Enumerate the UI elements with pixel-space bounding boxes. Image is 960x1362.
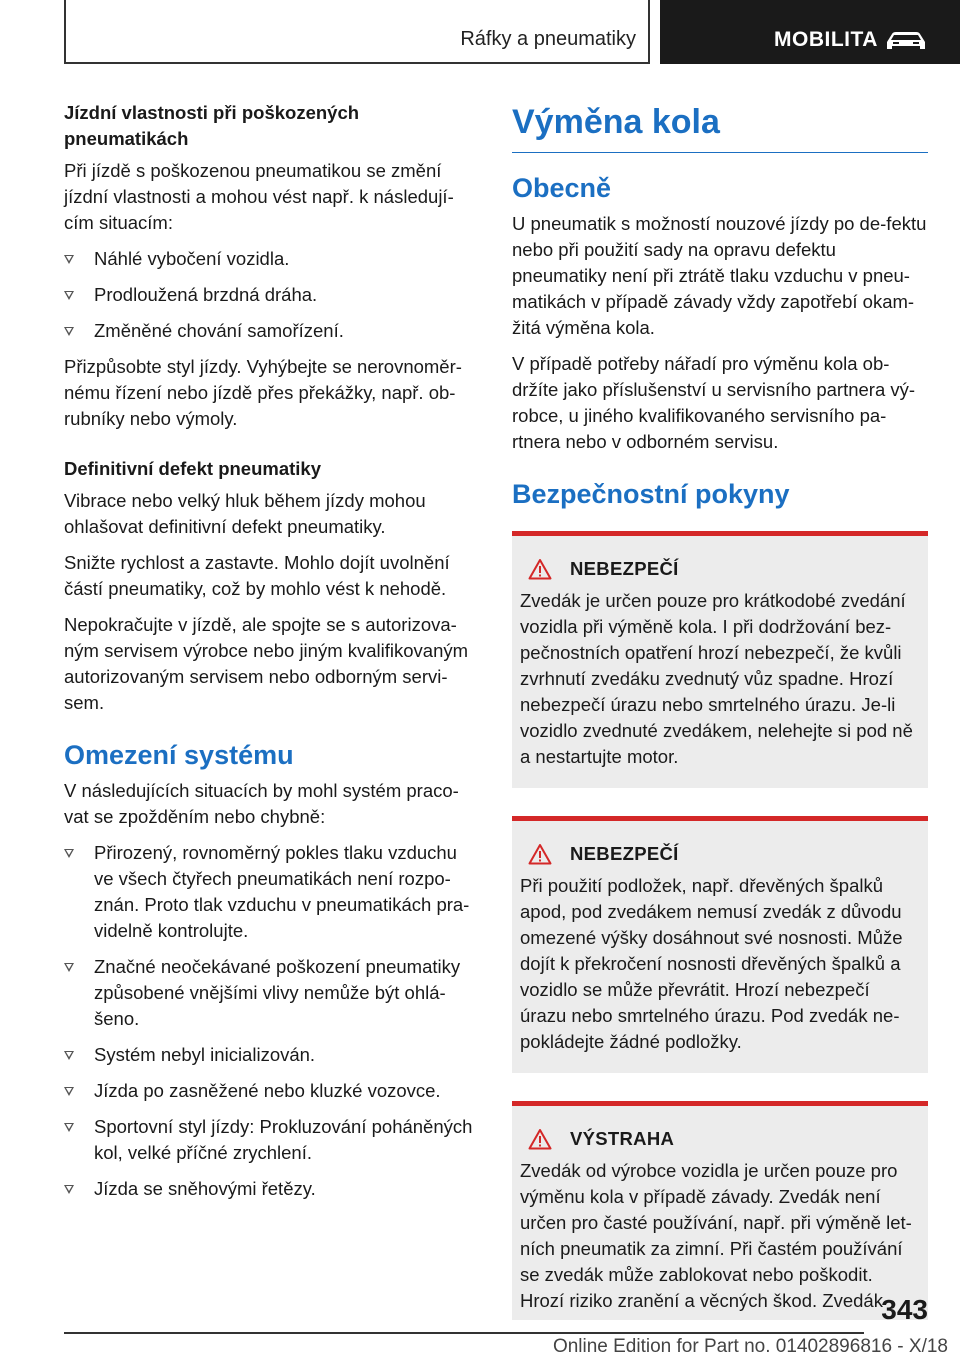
warning-box-danger-1 xyxy=(512,531,928,788)
paragraph-system: V následujících situacích by mohl systém praco-vat se zpožděním nebo chybně: xyxy=(64,780,459,827)
section-title: Ráfky a pneumatiky xyxy=(460,28,636,50)
list-item: Náhlé vybočení vozidla. xyxy=(64,246,480,272)
triangle-bullet-icon xyxy=(64,1051,74,1060)
warning-header xyxy=(520,558,920,580)
triangle-bullet-icon xyxy=(64,255,74,264)
triangle-bullet-icon xyxy=(64,1087,74,1096)
heading-damaged-tyres: Jízdní vlastnosti při poškozených pneumatikách xyxy=(64,102,360,149)
list-system-limits xyxy=(64,840,480,1202)
chapter-title: MOBILITA xyxy=(774,28,878,51)
footer-edition: Online Edition for Part no. 01402896816 - X/18 xyxy=(552,1336,948,1357)
chapter-tab xyxy=(660,0,960,64)
warning-title: NEBEZPEČÍ xyxy=(570,843,679,864)
list-damaged-effects xyxy=(64,246,480,344)
heading-safety: Bezpečnostní pokyny xyxy=(512,479,790,509)
paragraph-general-2: V případě potřeby nářadí pro výměnu kola ob-držíte jako příslušenství u servisního partnera vý-robce, u jiného kvalifikovaného servisního pa-rtnera nebo v odborném servisu. xyxy=(512,353,916,452)
header-section-frame xyxy=(64,0,650,64)
list-item: Jízda po zasněžené nebo kluzké vozovce. xyxy=(64,1078,480,1104)
list-item: Značné neočekávané poškození pneumatiky způsobené vnějšími vlivy nemůže být ohlá-šeno. xyxy=(64,954,480,1032)
triangle-bullet-icon xyxy=(64,963,74,972)
warning-box-danger-2 xyxy=(512,816,928,1073)
warning-triangle-icon xyxy=(528,1128,552,1150)
triangle-bullet-icon xyxy=(64,849,74,858)
heading-general: Obecně xyxy=(512,173,612,203)
list-item: Sportovní styl jízdy: Prokluzování poháněných kol, velké příčné zrychlení. xyxy=(64,1114,480,1166)
paragraph-defect-3: Nepokračujte v jízdě, ale spojte se s autorizova-ným servisem výrobce nebo jiným kvalifikovaným autorizovaným servisem nebo odborným servi-sem. xyxy=(64,614,469,713)
list-item: Přirozený, rovnoměrný pokles tlaku vzduchu ve všech čtyřech pneumatikách není rozpo-znán. Proto tlak vzduchu v pneumatikách pra-videlně kontrolujte. xyxy=(64,840,480,944)
warning-box-caution xyxy=(512,1101,928,1320)
paragraph-general-1: U pneumatik s možností nouzové jízdy po de-fektu nebo při použití sady na opravu defektu pneumatiky není při ztrátě tlaku vzduchu v pneu-matikách v případě závady vždy zapotřebí okam-žitá výměna kola. xyxy=(512,213,927,338)
page-title: Výměna kola xyxy=(512,100,928,153)
warning-title: NEBEZPEČÍ xyxy=(570,558,679,579)
right-column xyxy=(512,100,928,1334)
triangle-bullet-icon xyxy=(64,327,74,336)
heading-definitive-defect: Definitivní defekt pneumatiky xyxy=(64,458,321,479)
paragraph-damaged: Při jízdě s poškozenou pneumatikou se změní jízdní vlastnosti a mohou vést např. k následují-cím situacím: xyxy=(64,160,454,233)
page-header xyxy=(0,0,960,66)
list-item: Prodloužená brzdná dráha. xyxy=(64,282,480,308)
car-icon xyxy=(884,30,928,52)
warning-triangle-icon xyxy=(528,558,552,580)
warning-title: VÝSTRAHA xyxy=(570,1128,675,1149)
warning-text: Při použití podložek, např. dřevěných špalků apod, pod zvedákem nemusí zvedák z důvodu omezené výšky dosáhnout své nosnosti. Může dojít k překročení nosnosti dřevěných špalků a vozidlo se může převrátit. Hrozí nebezpečí úrazu nebo smrtelného úrazu. Pod zvedák ne-pokládejte žádné podložky. xyxy=(520,875,903,1052)
list-item: Systém nebyl inicializován. xyxy=(64,1042,480,1068)
left-column xyxy=(64,100,480,1212)
warning-header xyxy=(520,843,920,865)
triangle-bullet-icon xyxy=(64,1123,74,1132)
paragraph-adapt-driving: Přizpůsobte styl jízdy. Vyhýbejte se nerovnoměr-nému řízení nebo jízdě přes překážky, např. ob-rubníky nebo výmoly. xyxy=(64,356,462,429)
triangle-bullet-icon xyxy=(64,1185,74,1194)
list-item: Jízda se sněhovými řetězy. xyxy=(64,1176,480,1202)
warning-header xyxy=(520,1128,920,1150)
page-number: 343 xyxy=(881,1294,928,1325)
footer-divider xyxy=(64,1332,864,1334)
warning-text: Zvedák je určen pouze pro krátkodobé zvedání vozidla při výměně kola. I při dodržování bez-pečnostních opatření hrozí nebezpečí, že kvůli zvrhnutí zvedáku zvednutý vůz spadne. Hrozí nebezpečí úrazu nebo smrtelného úrazu. Je-li vozidlo zvednuté zvedákem, nelehejte si pod ně a nestartujte motor. xyxy=(520,590,913,767)
triangle-bullet-icon xyxy=(64,291,74,300)
paragraph-defect-1: Vibrace nebo velký hluk během jízdy mohou ohlašovat definitivní defekt pneumatiky. xyxy=(64,490,426,537)
paragraph-defect-2: Snižte rychlost a zastavte. Mohlo dojít uvolnění částí pneumatiky, což by mohlo vést k nehodě. xyxy=(64,552,450,599)
list-item: Změněné chování samořízení. xyxy=(64,318,480,344)
warning-text: Zvedák od výrobce vozidla je určen pouze pro výměnu kola v případě závady. Zvedák není určen pro časté používání, např. při výměně let-ních pneumatik za zimní. Při častém používání se zvedák může zablokovat nebo poškodit. Hrozí riziko zranění a věcných škod. Zvedák xyxy=(520,1160,912,1311)
heading-system-limits: Omezení systému xyxy=(64,740,294,770)
warning-triangle-icon xyxy=(528,843,552,865)
